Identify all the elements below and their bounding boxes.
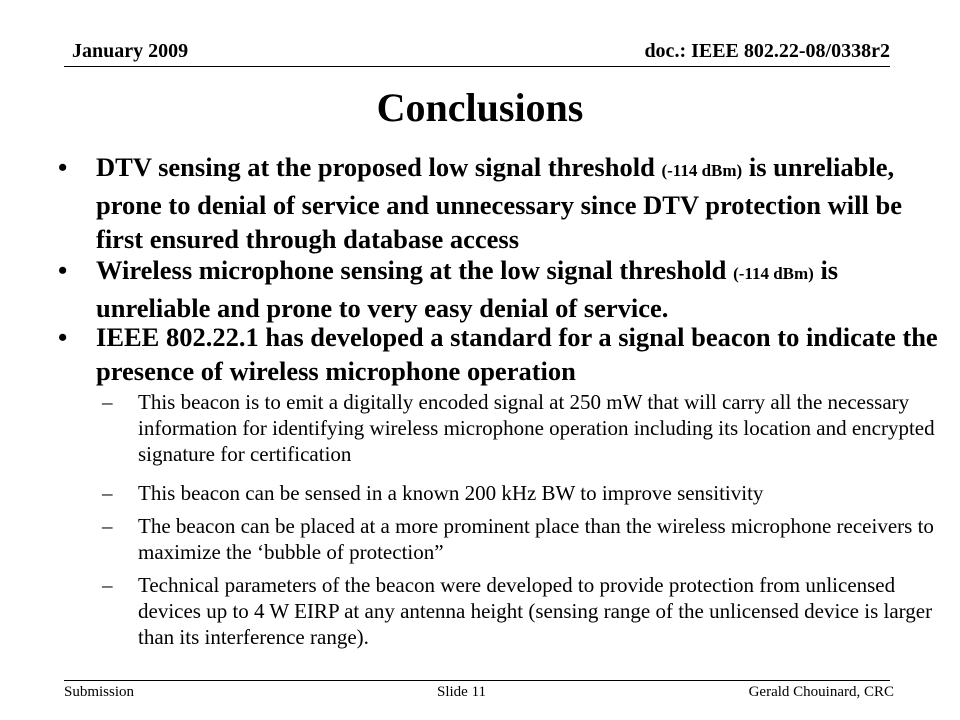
sub-bullet-marker: – [102, 573, 113, 597]
threshold-note: (-114 dBm) [733, 264, 814, 283]
bullet-text-part: DTV sensing at the proposed low signal threshold [96, 152, 662, 182]
bullet-text-part: is unreliable and prone to very easy denial of service. [96, 255, 839, 323]
bullet-text: IEEE 802.22.1 has developed a standard for a signal beacon to indicate the presence of wireless microphone operation [96, 322, 938, 386]
footer-submission: Submission [64, 684, 135, 700]
sub-bullet-item [102, 513, 938, 565]
threshold-note: (-114 dBm) [661, 161, 743, 180]
bullet-text [58, 253, 938, 325]
footer-author: Gerald Chouinard, CRC [748, 684, 894, 700]
sub-bullet-text: Technical parameters of the beacon were developed to provide protection from unlicensed devices up to 4 W EIRP at any antenna height (sensing range of the unlicensed device is larger than its interference range). [138, 573, 933, 649]
sub-bullet-marker: – [102, 481, 113, 505]
header-divider [64, 66, 890, 67]
footer-divider [64, 680, 890, 681]
bullet-text-part: is unreliable, prone to denial of service and unnecessary since DTV protection will be first ensured through database access [96, 152, 903, 254]
bullet-text [58, 150, 938, 256]
sub-bullet-item [102, 480, 938, 506]
sub-bullet-item [102, 572, 938, 650]
header-date: January 2009 [72, 40, 189, 62]
bullet-marker: • [58, 322, 68, 352]
header-doc-id: doc.: IEEE 802.22-08/0338r2 [644, 40, 890, 62]
sub-bullet-text: This beacon is to emit a digitally encoded signal at 250 mW that will carry all the necessary information for identifying wireless microphone operation including its location and encrypted signature for certification [138, 390, 935, 466]
footer-slide-number: Slide 11 [437, 684, 487, 700]
bullet-item [58, 320, 938, 388]
sub-bullet-marker: – [102, 514, 113, 538]
bullet-marker: • [58, 152, 68, 182]
sub-bullet-text: This beacon can be sensed in a known 200 kHz BW to improve sensitivity [138, 481, 764, 505]
sub-bullet-item [102, 389, 938, 467]
sub-bullet-text: The beacon can be placed at a more prominent place than the wireless microphone receivers to maximize the ‘bubble of protection” [138, 514, 934, 564]
sub-bullet-marker: – [102, 390, 113, 414]
bullet-marker: • [58, 255, 68, 285]
bullet-item [58, 253, 938, 325]
bullet-text-part: Wireless microphone sensing at the low signal threshold [96, 255, 734, 285]
bullet-item [58, 150, 938, 256]
slide-title: Conclusions [376, 85, 584, 130]
